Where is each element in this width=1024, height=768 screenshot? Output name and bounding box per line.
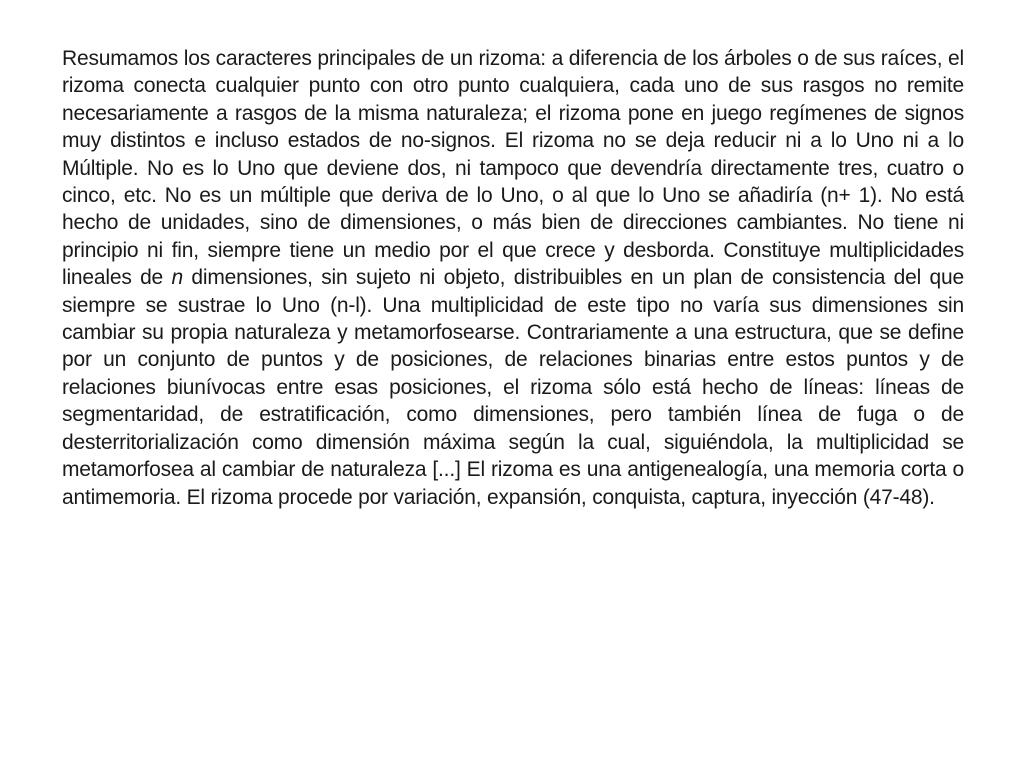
paragraph-italic-n: n (171, 266, 183, 290)
body-paragraph (62, 45, 964, 511)
paragraph-text-part1: Resumamos los caracteres principales de un rizoma: a diferencia de los árboles o de sus raíces, el rizoma conecta cualquier punto con otro punto cualquiera, cada uno de sus rasgos no remite necesariamente a rasgos de la misma naturaleza; el rizoma pone en juego regímenes de signos muy distintos e incluso estados de no-signos. El rizoma no se deja reducir ni a lo Uno ni a lo Múltiple. No es lo Uno que deviene dos, ni tampoco que devendría directamente tres, cuatro o cinco, etc. No es un múltiple que deriva de lo Uno, o al que lo Uno se añadiría (n+ 1). No está hecho de unidades, sino de dimensiones, o más bien de direcciones cambiantes. No tiene ni principio ni fin, siempre tiene un medio por el que crece y desborda. Constituye multiplicidades lineales de (62, 47, 964, 290)
paragraph-text-part2: dimensiones, sin sujeto ni objeto, distribuibles en un plan de consistencia del que siempre se sustrae lo Uno (n-l). Una multiplicidad de este tipo no varía sus dimensiones sin cambiar su propia naturaleza y metamorfosearse. Contrariamente a una estructura, que se define por un conjunto de puntos y de posiciones, de relaciones binarias entre estos puntos y de relaciones biunívocas entre esas posiciones, el rizoma sólo está hecho de líneas: líneas de segmentaridad, de estratificación, como dimensiones, pero también línea de fuga o de desterritorialización como dimensión máxima según la cual, siguiéndola, la multiplicidad se metamorfosea al cambiar de naturaleza [...] El rizoma es una antigenealogía, una memoria corta o antimemoria. El rizoma procede por variación, expansión, conquista, captura, inyección (47-48). (62, 266, 964, 509)
